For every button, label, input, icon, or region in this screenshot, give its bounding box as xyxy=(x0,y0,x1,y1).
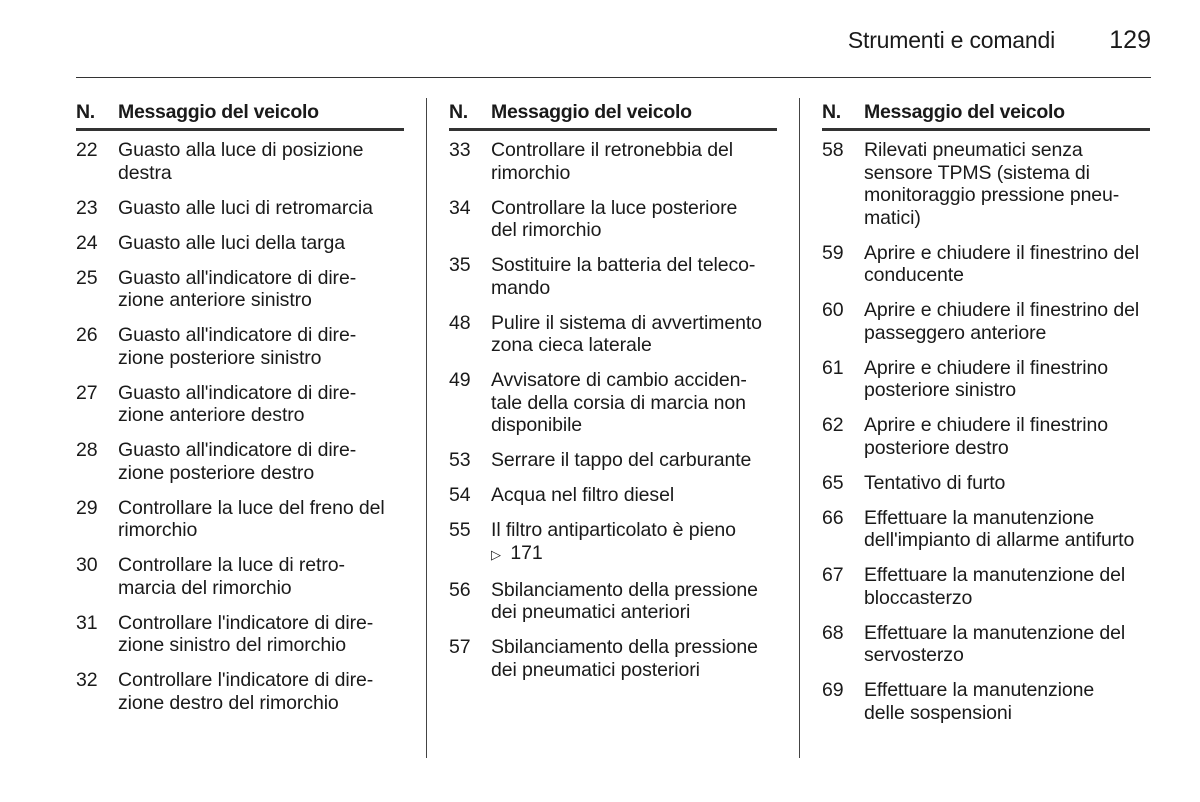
message-text: Guasto alle luci della targa xyxy=(118,231,346,254)
message-text: Aprire e chiudere il finestrino posteriore sinistro xyxy=(864,356,1109,401)
header-number: N. xyxy=(822,101,841,123)
message-number: 53 xyxy=(449,449,471,471)
table-row xyxy=(822,679,1150,724)
message-number: 57 xyxy=(449,636,471,658)
message-text: Guasto alla luce di posizione destra xyxy=(118,139,364,184)
section-title: Strumenti e comandi xyxy=(847,27,1055,53)
header-message: Messaggio del veicolo xyxy=(118,101,319,123)
table-row xyxy=(822,564,1150,609)
table-row xyxy=(449,369,777,437)
table-row xyxy=(76,232,404,255)
message-number: 32 xyxy=(76,669,98,691)
message-list xyxy=(449,139,777,681)
message-text: Controllare la luce del freno del rimorchio xyxy=(118,496,385,541)
message-number: 61 xyxy=(822,356,844,379)
message-text: Sostituire la batteria del teleco- mando xyxy=(491,254,756,299)
message-number: 65 xyxy=(822,471,844,494)
message-number: 69 xyxy=(822,679,844,701)
table-header xyxy=(449,98,777,131)
table-row xyxy=(449,449,777,472)
table-row xyxy=(76,439,404,484)
page-number: 129 xyxy=(1109,26,1151,54)
table-row xyxy=(76,197,404,220)
message-number: 27 xyxy=(76,381,98,404)
header-number: N. xyxy=(76,101,95,123)
message-text: Effettuare la manutenzione dell'impianto di allarme antifurto xyxy=(864,506,1135,551)
message-text: Sbilanciamento della pressione dei pneumatici posteriori xyxy=(491,636,758,681)
header-message: Messaggio del veicolo xyxy=(864,101,1065,123)
column-divider xyxy=(799,98,800,758)
table-row xyxy=(449,519,777,566)
message-text: Aprire e chiudere il finestrino posteriore destro xyxy=(864,414,1109,459)
message-text: Guasto alle luci di retromarcia xyxy=(118,196,373,219)
message-text: Guasto all'indicatore di dire- zione anteriore destro xyxy=(118,381,357,426)
table-header xyxy=(822,98,1150,131)
table-row xyxy=(76,612,404,657)
message-table-column-2 xyxy=(449,98,777,694)
message-number: 26 xyxy=(76,324,98,346)
message-text: Controllare la luce di retro- marcia del rimorchio xyxy=(118,554,345,599)
table-row xyxy=(449,312,777,357)
table-row xyxy=(822,242,1150,287)
table-row xyxy=(76,669,404,714)
message-number: 30 xyxy=(76,554,98,576)
table-row xyxy=(449,636,777,681)
message-number: 59 xyxy=(822,241,844,264)
page-reference-arrow-icon: ▷ xyxy=(491,546,501,562)
message-number: 67 xyxy=(822,564,844,586)
message-text: Il filtro antiparticolato è pieno xyxy=(491,519,736,541)
message-number: 34 xyxy=(449,196,471,219)
message-number: 35 xyxy=(449,254,471,276)
page-reference: 171 xyxy=(510,541,543,564)
table-row xyxy=(822,357,1150,402)
message-text: Controllare il retronebbia del rimorchio xyxy=(491,139,733,184)
message-number: 62 xyxy=(822,414,844,436)
message-number: 58 xyxy=(822,139,844,161)
header-message: Messaggio del veicolo xyxy=(491,101,692,123)
message-list xyxy=(76,139,404,714)
message-text: Effettuare la manutenzione del servosterzo xyxy=(864,621,1126,666)
message-text: Guasto all'indicatore di dire- zione posteriore sinistro xyxy=(118,324,357,369)
message-text: Controllare l'indicatore di dire- zione sinistro del rimorchio xyxy=(118,611,374,656)
table-row xyxy=(76,139,404,184)
table-row xyxy=(76,497,404,542)
table-row xyxy=(822,139,1150,229)
table-row xyxy=(449,197,777,242)
message-number: 54 xyxy=(449,484,471,506)
page-header xyxy=(76,0,1151,78)
message-number: 25 xyxy=(76,266,98,289)
table-header xyxy=(76,98,404,131)
table-row xyxy=(822,472,1150,495)
message-number: 31 xyxy=(76,611,98,634)
message-number: 60 xyxy=(822,299,844,321)
table-row xyxy=(76,554,404,599)
message-text: Guasto all'indicatore di dire- zione posteriore destro xyxy=(118,439,357,484)
message-text: Sbilanciamento della pressione dei pneumatici anteriori xyxy=(491,578,758,623)
header-number: N. xyxy=(449,101,468,123)
message-number: 56 xyxy=(449,578,471,601)
table-row xyxy=(449,254,777,299)
message-text: Aprire e chiudere il finestrino del conducente xyxy=(864,241,1140,286)
message-number: 23 xyxy=(76,196,98,219)
table-row xyxy=(449,484,777,507)
message-number: 33 xyxy=(449,139,471,161)
message-text: Tentativo di furto xyxy=(864,471,1006,494)
message-number: 66 xyxy=(822,506,844,529)
table-row xyxy=(76,382,404,427)
table-row xyxy=(449,579,777,624)
message-table-column-3 xyxy=(822,98,1150,737)
table-row xyxy=(76,324,404,369)
message-text: Rilevati pneumatici senza sensore TPMS (sistema di monitoraggio pressione pneu- matici) xyxy=(864,139,1120,229)
message-text: Controllare la luce posteriore del rimorchio xyxy=(491,196,738,241)
table-row xyxy=(822,414,1150,459)
message-list xyxy=(822,139,1150,724)
message-text: Guasto all'indicatore di dire- zione anteriore sinistro xyxy=(118,266,357,311)
message-number: 68 xyxy=(822,621,844,644)
message-number: 49 xyxy=(449,369,471,391)
message-number: 22 xyxy=(76,139,98,161)
message-text: Effettuare la manutenzione delle sospensioni xyxy=(864,679,1095,724)
message-text: Pulire il sistema di avvertimento zona cieca laterale xyxy=(491,311,762,356)
table-row xyxy=(822,507,1150,552)
message-text: Avvisatore di cambio acciden- tale della corsia di marcia non disponibile xyxy=(491,369,747,436)
table-row xyxy=(76,267,404,312)
message-number: 28 xyxy=(76,439,98,461)
table-row xyxy=(822,299,1150,344)
message-number: 48 xyxy=(449,311,471,334)
column-divider xyxy=(426,98,427,758)
table-row xyxy=(822,622,1150,667)
message-text: Effettuare la manutenzione del bloccasterzo xyxy=(864,564,1126,609)
message-text: Serrare il tappo del carburante xyxy=(491,449,752,471)
table-row xyxy=(449,139,777,184)
message-number: 24 xyxy=(76,231,98,254)
message-text: Controllare l'indicatore di dire- zione destro del rimorchio xyxy=(118,669,374,714)
message-table-column-1 xyxy=(76,98,404,727)
message-number: 55 xyxy=(449,519,471,541)
message-number: 29 xyxy=(76,496,98,519)
message-text: Acqua nel filtro diesel xyxy=(491,484,675,506)
message-text: Aprire e chiudere il finestrino del passeggero anteriore xyxy=(864,299,1140,344)
